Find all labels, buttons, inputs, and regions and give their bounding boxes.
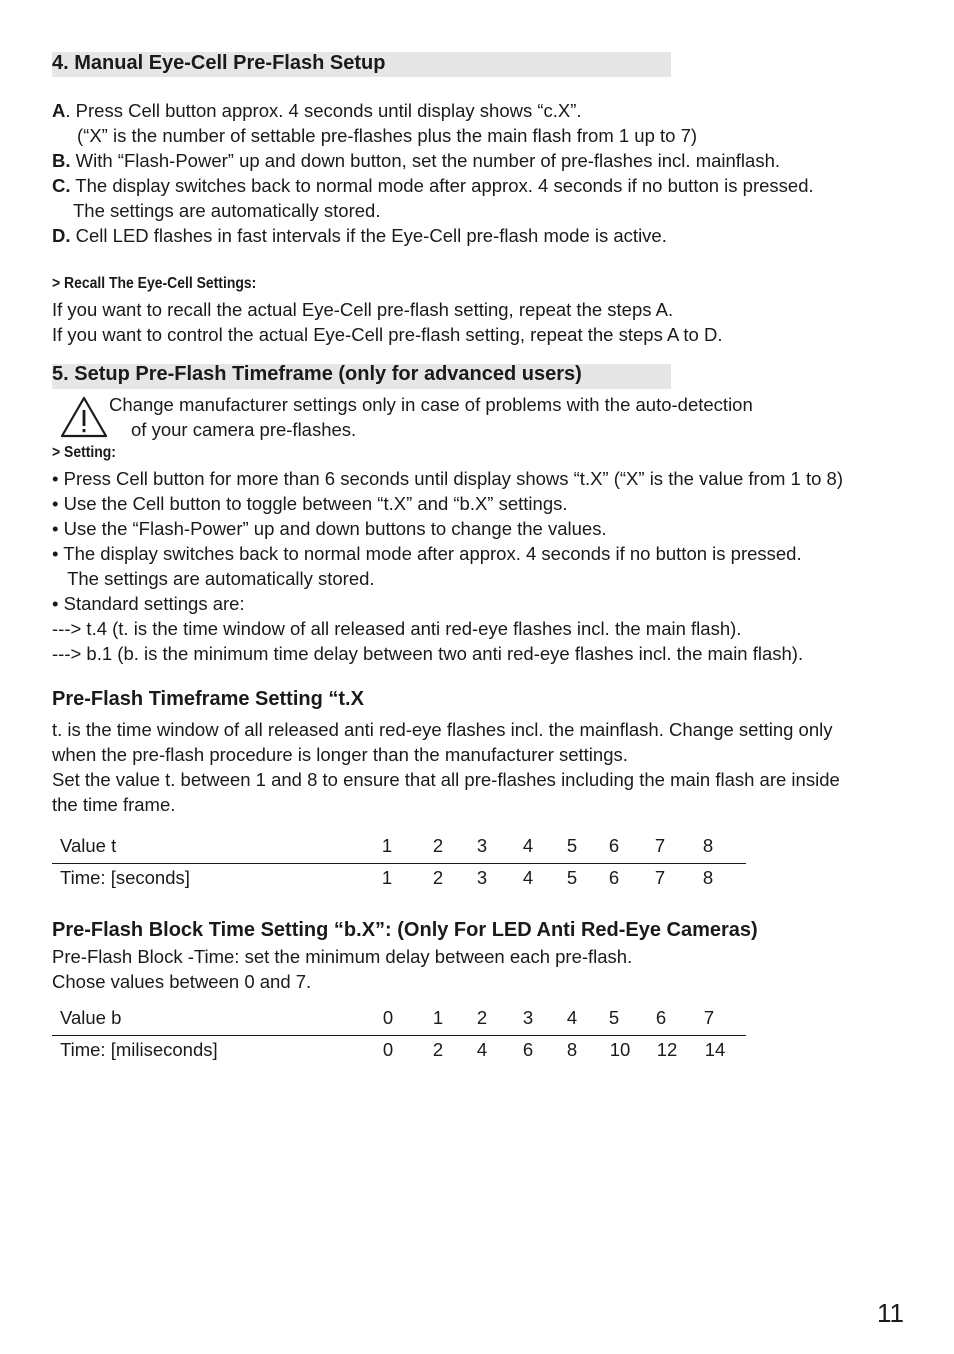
table-cell: 8	[566, 1039, 578, 1060]
table-cell: 1	[381, 867, 393, 888]
table-cell: 5	[566, 835, 578, 856]
timeframe-para-4: the time frame.	[52, 794, 176, 815]
table-cell: 6	[608, 835, 620, 856]
table-row	[52, 1003, 746, 1035]
table-cell: 14	[704, 1039, 726, 1060]
timeframe-para-1: t. is the time window of all released anti red-eye flashes incl. the mainflash. Change setting only	[52, 719, 833, 740]
standard-b: ---> b.1 (b. is the minimum time delay between two anti red-eye flashes incl. the main flash).	[52, 643, 804, 664]
table-cell: 10	[609, 1039, 631, 1060]
table-cell: 4	[476, 1039, 488, 1060]
section5-title: 5. Setup Pre-Flash Timeframe (only for advanced users)	[52, 363, 582, 385]
table-cell: 8	[702, 835, 714, 856]
timeframe-row1-label: Value t	[60, 835, 117, 856]
section4-title: 4. Manual Eye-Cell Pre-Flash Setup	[52, 52, 386, 74]
setting-bullet-1: • Press Cell button for more than 6 seconds until display shows “t.X” (“X” is the value from 1 to 8)	[52, 468, 844, 489]
recall-line-1: If you want to recall the actual Eye-Cell pre-flash setting, repeat the steps A.	[52, 299, 674, 320]
step-c-label: C.	[52, 175, 71, 196]
table-cell: 2	[476, 1007, 488, 1028]
step-b	[52, 148, 780, 173]
step-a-label: A	[52, 100, 66, 121]
block-table	[52, 1003, 746, 1067]
table-cell: 3	[476, 867, 488, 888]
step-c-note-text: The settings are automatically stored.	[73, 200, 381, 221]
block-para-1: Pre-Flash Block -Time: set the minimum delay between each pre-flash.	[52, 946, 633, 967]
setting-bullet-5: • Standard settings are:	[52, 593, 245, 614]
table-cell: 7	[703, 1007, 715, 1028]
setting-title: > Setting:	[52, 444, 116, 461]
timeframe-row2-label: Time: [seconds]	[60, 867, 190, 888]
table-row	[52, 1035, 746, 1067]
table-cell: 12	[656, 1039, 678, 1060]
table-cell: 7	[654, 835, 666, 856]
table-cell: 4	[522, 835, 534, 856]
setting-bullet-4: • The display switches back to normal mode after approx. 4 seconds if no button is pressed.	[52, 543, 802, 564]
table-cell: 0	[382, 1039, 394, 1060]
block-row1-label: Value b	[60, 1007, 122, 1028]
table-cell: 2	[432, 867, 444, 888]
table-cell: 8	[702, 867, 714, 888]
table-cell: 3	[522, 1007, 534, 1028]
warning-line-2: of your camera pre-flashes.	[131, 419, 357, 440]
setting-bullet-3: • Use the “Flash-Power” up and down buttons to change the values.	[52, 518, 607, 539]
table-cell: 6	[522, 1039, 534, 1060]
page-number: 11	[877, 1298, 904, 1328]
table-cell: 5	[566, 867, 578, 888]
recall-title: > Recall The Eye-Cell Settings:	[52, 275, 257, 292]
table-cell: 4	[566, 1007, 578, 1028]
table-cell: 4	[522, 867, 534, 888]
step-d-text: Cell LED flashes in fast intervals if the Eye-Cell pre-flash mode is active.	[70, 225, 667, 246]
step-c-text: The display switches back to normal mode after approx. 4 seconds if no button is pressed.	[70, 175, 814, 196]
block-title: Pre-Flash Block Time Setting “b.X”: (Only For LED Anti Red-Eye Cameras)	[52, 919, 758, 941]
table-row	[52, 863, 746, 895]
step-a-note	[77, 123, 697, 148]
timeframe-title: Pre-Flash Timeframe Setting “t.X	[52, 688, 364, 710]
table-cell: 0	[382, 1007, 394, 1028]
setting-bullet-2: • Use the Cell button to toggle between “t.X” and “b.X” settings.	[52, 493, 568, 514]
recall-line-2: If you want to control the actual Eye-Cell pre-flash setting, repeat the steps A to D.	[52, 324, 723, 345]
block-row2-label: Time: [miliseconds]	[60, 1039, 218, 1060]
step-d	[52, 223, 667, 248]
timeframe-para-3: Set the value t. between 1 and 8 to ensure that all pre-flashes including the main flash are inside	[52, 769, 840, 790]
step-c-note	[73, 198, 380, 223]
warning-line-1: Change manufacturer settings only in case of problems with the auto-detection	[109, 394, 753, 415]
setting-bullet-4-cont: The settings are automatically stored.	[52, 568, 375, 589]
table-cell: 6	[655, 1007, 667, 1028]
timeframe-para-2: when the pre-flash procedure is longer than the manufacturer settings.	[52, 744, 628, 765]
warning-triangle-icon	[60, 395, 108, 439]
table-cell: 1	[432, 1007, 444, 1028]
step-a-note-text: (“X” is the number of settable pre-flashes plus the main flash from 1 up to 7)	[77, 125, 698, 146]
table-cell: 2	[432, 835, 444, 856]
step-a	[52, 98, 582, 123]
table-cell: 1	[381, 835, 393, 856]
table-cell: 6	[608, 867, 620, 888]
step-b-label: B.	[52, 150, 71, 171]
table-cell: 2	[432, 1039, 444, 1060]
block-para-2: Chose values between 0 and 7.	[52, 971, 312, 992]
timeframe-table	[52, 831, 746, 895]
step-c	[52, 173, 814, 198]
standard-t: ---> t.4 (t. is the time window of all released anti red-eye flashes incl. the main flash).	[52, 618, 742, 639]
table-cell: 3	[476, 835, 488, 856]
step-b-text: With “Flash-Power” up and down button, set the number of pre-flashes incl. mainflash.	[70, 150, 781, 171]
table-cell: 7	[654, 867, 666, 888]
step-d-label: D.	[52, 225, 71, 246]
step-a-text: . Press Cell button approx. 4 seconds until display shows “c.X”.	[65, 100, 582, 121]
table-cell: 5	[608, 1007, 620, 1028]
table-row	[52, 831, 746, 863]
